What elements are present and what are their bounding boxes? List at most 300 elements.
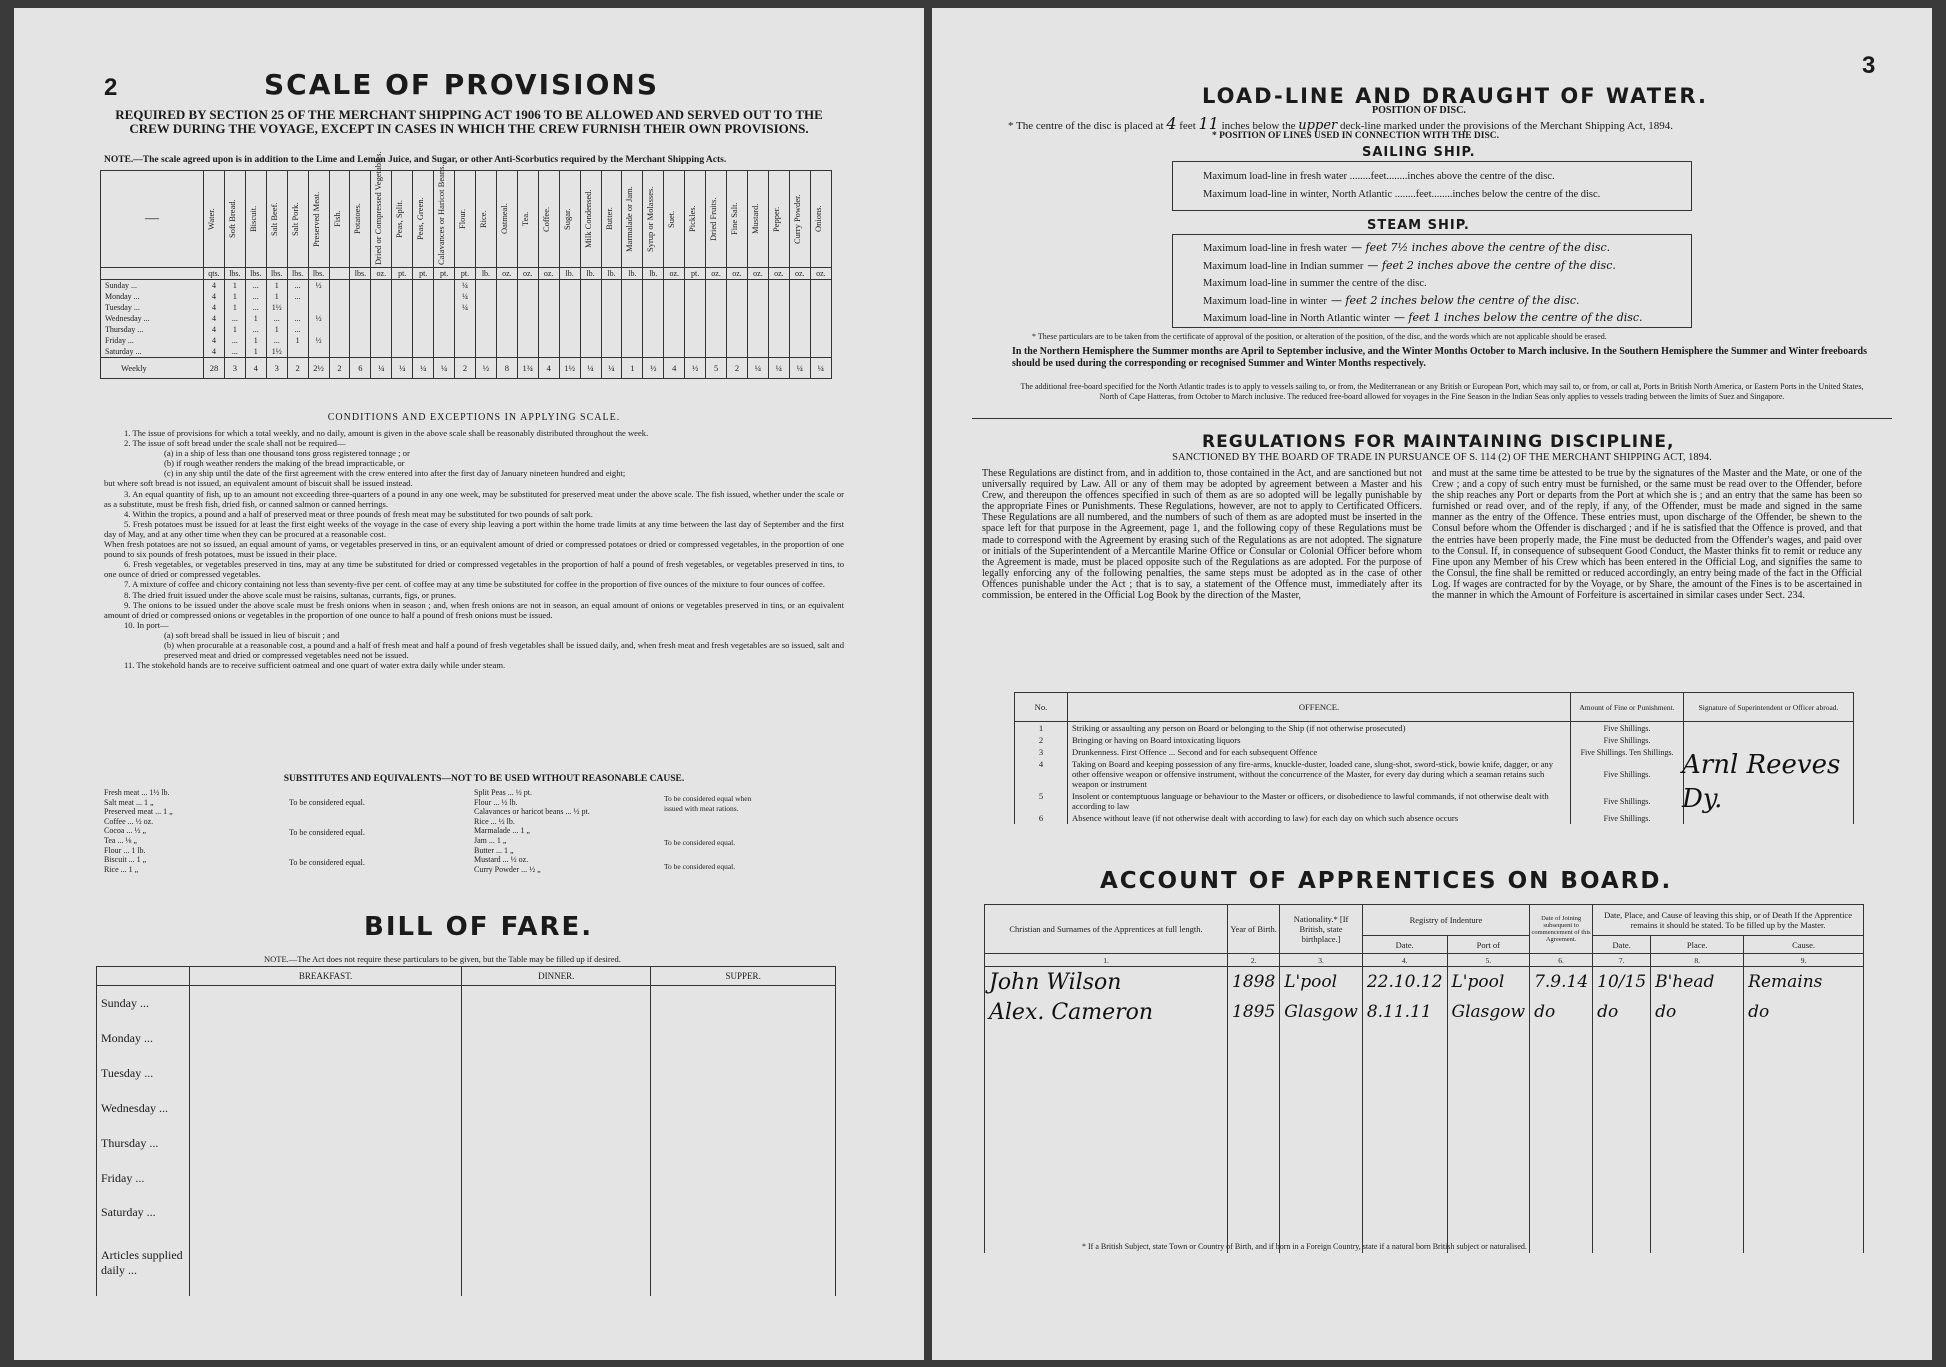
value-cell (643, 313, 664, 324)
bill-cell[interactable] (190, 986, 462, 1022)
bill-cell[interactable] (462, 1021, 651, 1056)
apprentice-cell[interactable] (1362, 1168, 1447, 1196)
value-cell: 4 (204, 280, 225, 292)
bill-row-label: Sunday ... (97, 986, 190, 1022)
provision-column-header: Oatmeal. (496, 171, 517, 268)
unit-cell: lbs. (350, 268, 371, 280)
unit-cell: qts. (204, 268, 225, 280)
substitutes-left (104, 788, 274, 874)
weekly-cell: ¼ (601, 358, 622, 379)
apprentice-cell[interactable] (1447, 1197, 1530, 1225)
value-cell: 1 (266, 280, 287, 292)
apprentice-cell: 10/15 (1593, 967, 1651, 998)
column-number: 7. (1593, 954, 1651, 967)
bill-cell[interactable] (462, 1056, 651, 1091)
apprentice-cell[interactable] (1280, 1112, 1363, 1140)
apprentice-cell[interactable] (1530, 1055, 1593, 1083)
value-cell (706, 302, 727, 313)
apprentices-table: Christian and Surnames of the Apprentices at full length. Year of Birth. Nationality.* [If British, state birthplace.] Registry of Indenture Date of Joining subsequent to commencement of this Agreement. Date, Place, and Cause of leaving this ship, or of Death If the Apprentice remains it should be stated. To be filled up by the Master. Date. Port of Date. Place. Cause. 1. 2. 3. 4. 5. 6. 7. 8. 9. John Wilson 1898 L'pool 22.10.12 L'pool 7.9.14 10/15 B'head Remains Alex. Cameron 1895 Glasgow 8.11.11 Glasgow do do do do (984, 904, 1864, 1253)
value-cell: ... (245, 324, 266, 335)
value-cell (601, 302, 622, 313)
value-cell: ... (245, 302, 266, 313)
value-cell (685, 346, 706, 358)
weekly-cell: 2 (287, 358, 308, 379)
disc-deck: upper (1298, 118, 1338, 133)
weekly-cell: ½ (685, 358, 706, 379)
apprentices-footnote: * If a British Subject, state Town or Country of Birth, and if born in a Foreign Country, state if a natural born British subject or naturalised. (1082, 1242, 1527, 1251)
column-number: 1. (985, 954, 1228, 967)
steam-title: STEAM SHIP. (1367, 218, 1470, 233)
value-cell (601, 324, 622, 335)
unit-cell: lb. (622, 268, 643, 280)
value-cell: ... (224, 346, 245, 358)
value-cell (517, 346, 538, 358)
unit-cell: oz. (747, 268, 768, 280)
value-cell (434, 324, 455, 335)
lines-heading: * POSITION OF LINES USED IN CONNECTION WITH THE DISC. (1212, 131, 1500, 141)
apprentice-cell[interactable] (1593, 1140, 1651, 1168)
value-cell (580, 335, 601, 346)
unit-cell: oz. (371, 268, 392, 280)
value-cell (643, 346, 664, 358)
value-cell (727, 346, 748, 358)
day-label: Tuesday ... (101, 302, 204, 313)
bill-cell[interactable] (651, 1091, 836, 1126)
value-cell (559, 346, 580, 358)
value-cell (329, 302, 350, 313)
apprentice-cell[interactable] (1447, 1168, 1530, 1196)
value-cell (810, 324, 831, 335)
apprentice-cell[interactable] (1651, 1112, 1744, 1140)
provision-column-header: Butter. (601, 171, 622, 268)
weekly-cell: 1¾ (517, 358, 538, 379)
value-cell: 4 (204, 335, 225, 346)
value-cell: 4 (204, 313, 225, 324)
value-cell (287, 346, 308, 358)
weekly-cell: 3 (224, 358, 245, 379)
substitute-item: Preserved meat ... 1 „ (104, 807, 173, 817)
value-cell (475, 280, 496, 292)
value-cell (601, 291, 622, 302)
substitutes-right (474, 788, 654, 874)
value-cell (559, 291, 580, 302)
bill-cell[interactable] (651, 1196, 836, 1231)
table-dash: — (101, 171, 204, 268)
apprentice-cell[interactable] (1530, 1084, 1593, 1112)
apprentice-cell[interactable] (1593, 1112, 1651, 1140)
apprentice-cell[interactable] (1280, 1027, 1363, 1055)
weekly-cell: 8 (496, 358, 517, 379)
apprentice-cell[interactable] (1228, 1140, 1280, 1168)
bill-cell[interactable] (190, 1091, 462, 1126)
regulations-title: REGULATIONS FOR MAINTAINING DISCIPLINE, (1202, 432, 1675, 452)
apprentice-cell[interactable] (1744, 1197, 1864, 1225)
value-cell (747, 346, 768, 358)
provision-column-header: Salt Beef. (266, 171, 287, 268)
value-cell (413, 313, 434, 324)
weekly-cell: 1½ (559, 358, 580, 379)
weekly-cell: ¼ (413, 358, 434, 379)
value-cell: ... (287, 313, 308, 324)
bill-cell[interactable] (651, 1021, 836, 1056)
apprentice-cell[interactable] (1530, 1027, 1593, 1055)
apprentice-cell[interactable] (1228, 1168, 1280, 1196)
value-cell (517, 302, 538, 313)
apprentice-cell: do (1530, 997, 1593, 1027)
apprentice-cell[interactable] (1744, 1027, 1864, 1055)
subs-note: To be considered equal. (664, 838, 736, 847)
unit-cell: oz. (727, 268, 748, 280)
value-cell: ... (266, 313, 287, 324)
value-cell (413, 291, 434, 302)
condition-item: 11. The stokehold hands are to receive sufficient oatmeal and one quart of water extra daily while under steam. (124, 660, 506, 671)
value-cell (810, 280, 831, 292)
value-cell (789, 302, 810, 313)
value-cell (747, 335, 768, 346)
value-cell: ... (287, 324, 308, 335)
substitute-item: Flour ... ½ lb. (474, 797, 518, 807)
bill-cell[interactable] (190, 1056, 462, 1091)
bill-cell[interactable] (651, 1056, 836, 1091)
value-cell (643, 291, 664, 302)
value-cell (768, 302, 789, 313)
value-cell (706, 280, 727, 292)
provision-column-header: Suet. (664, 171, 685, 268)
weekly-cell: ¼ (768, 358, 789, 379)
provision-column-header: Marmalade or Jam. (622, 171, 643, 268)
substitute-item: Rice ... ½ lb. (474, 816, 515, 826)
apprentice-cell[interactable] (1280, 1197, 1363, 1225)
value-cell (810, 302, 831, 313)
bill-cell[interactable] (651, 1230, 836, 1296)
apprentice-cell: do (1651, 997, 1744, 1027)
value-cell (664, 302, 685, 313)
value-cell (747, 280, 768, 292)
apprentice-cell[interactable] (985, 1112, 1228, 1140)
apprentice-cell[interactable] (1651, 1197, 1744, 1225)
value-cell: 1 (245, 346, 266, 358)
apprentice-cell[interactable] (1593, 1027, 1651, 1055)
apprentice-cell[interactable] (1447, 1112, 1530, 1140)
apprentice-cell[interactable] (985, 1197, 1228, 1225)
conditions-title: CONDITIONS AND EXCEPTIONS IN APPLYING SCALE. (327, 412, 621, 423)
value-cell (392, 346, 413, 358)
value-cell (434, 313, 455, 324)
bill-cell[interactable] (190, 1196, 462, 1231)
apprentice-cell[interactable] (1228, 1112, 1280, 1140)
provision-column-header: Tea. (517, 171, 538, 268)
apprentice-cell[interactable] (1280, 1055, 1363, 1083)
superintendent-signature: Arnl Reeves Dy. (1682, 750, 1841, 814)
apprentice-cell: Remains (1744, 967, 1864, 998)
apprentice-cell[interactable] (985, 1168, 1228, 1196)
value-cell: 4 (204, 346, 225, 358)
steam-line: Maximum load-line in summer the centre of the disc. (1203, 278, 1427, 289)
steam-footnote: * These particulars are to be taken from the certificate of approval of the position, or alteration of the position, of the disc, and the words which are not applicable should be erased. (1032, 332, 1607, 341)
table-row (985, 1140, 1864, 1168)
bill-cell[interactable] (190, 1161, 462, 1196)
condition-item: 5. Fresh potatoes must be issued for at least the first eight weeks of the voyage in the case of every ship leaving a port within the home trade limits at any time between the last day of September and the first day of May, and at any other time when they can be procured at a reasonable cost. (104, 518, 844, 539)
value-cell (287, 302, 308, 313)
unit-cell: oz. (538, 268, 559, 280)
value-cell (685, 335, 706, 346)
unit-cell (329, 268, 350, 280)
bill-row-label: Friday ... (97, 1161, 190, 1196)
value-cell (622, 313, 643, 324)
table-row (97, 986, 836, 1022)
provision-column-header: Dried Fruits. (706, 171, 727, 268)
value-cell (727, 291, 748, 302)
apprentice-cell[interactable] (1530, 1140, 1593, 1168)
bill-cell[interactable] (462, 986, 651, 1022)
provision-column-header: Coffee. (538, 171, 559, 268)
steam-box (1172, 234, 1692, 328)
apprentice-cell[interactable] (1593, 1168, 1651, 1196)
value-cell (727, 280, 748, 292)
value-cell: 1 (245, 313, 266, 324)
unit-cell: lb. (580, 268, 601, 280)
provision-column-header: Pickles. (685, 171, 706, 268)
apprentice-cell[interactable] (1447, 1027, 1530, 1055)
column-number: 2. (1228, 954, 1280, 967)
apprentice-cell[interactable] (1744, 1084, 1864, 1112)
table-row (97, 1091, 836, 1126)
signature-cell (1684, 734, 1854, 746)
value-cell (664, 280, 685, 292)
apprentice-cell[interactable] (1530, 1197, 1593, 1225)
offence-text: Taking on Board and keeping possession of any fire-arms, knuckle-duster, loaded cane, slung-shot, sword-stick, bowie knife, dagger, or any other offensive weapon or offensive instrument, without the concurrence of the Master, for every day during which a seaman retains such weapon or instrument (1068, 758, 1571, 790)
value-cell (538, 346, 559, 358)
apprentice-cell[interactable] (1744, 1168, 1864, 1196)
weekly-cell: ¼ (371, 358, 392, 379)
offence-fine: Five Shillings. Ten Shillings. (1571, 746, 1684, 758)
substitute-item: Marmalade ... 1 „ (474, 826, 530, 836)
value-cell: 1 (266, 324, 287, 335)
table-row (985, 1084, 1864, 1112)
bill-cell[interactable] (462, 1161, 651, 1196)
value-cell (350, 291, 371, 302)
apprentice-cell[interactable] (1530, 1112, 1593, 1140)
value-cell (685, 324, 706, 335)
table-row (101, 280, 832, 292)
scale-note: NOTE.—The scale agreed upon is in addition to the Lime and Lemon Juice, and Sugar, or other Anti-Scorbutics required by the Merchant Shipping Acts. (104, 155, 727, 165)
apprentice-cell[interactable] (1362, 1197, 1447, 1225)
apprentice-cell[interactable] (1228, 1027, 1280, 1055)
value-cell (371, 324, 392, 335)
bill-cell[interactable] (462, 1230, 651, 1296)
apprentice-cell[interactable] (1280, 1140, 1363, 1168)
offence-no: 4 (1015, 758, 1068, 790)
condition-item: 6. Fresh vegetables, or vegetables preserved in tins, may at any time be substituted for dried or compressed vegetables in the proportion of half a pound of fresh vegetables, or vegetables preserved in tins, to one ounce of dried or compressed vegetables. (104, 559, 844, 580)
value-cell (664, 324, 685, 335)
table-row (985, 1027, 1864, 1055)
apprentice-cell[interactable] (1280, 1168, 1363, 1196)
value-cell (580, 280, 601, 292)
provision-column-header: Fine Salt. (727, 171, 748, 268)
apprentice-cell[interactable] (1280, 1084, 1363, 1112)
apprentice-cell: do (1593, 997, 1651, 1027)
substitute-item: Cocoa ... ½ „ (104, 826, 146, 836)
weekly-cell: 2 (329, 358, 350, 379)
provision-column-header: Mustard. (747, 171, 768, 268)
apprentice-cell[interactable] (1744, 1140, 1864, 1168)
value-cell: 1 (266, 291, 287, 302)
value-cell (538, 291, 559, 302)
provision-column-header: Flour. (455, 171, 476, 268)
condition-item: (b) when procurable at a reasonable cost, a pound and a half of fresh meat and half a pound of fresh vegetables shall be issued daily, and, when fresh meat and fresh vegetables are so issued, salt and preserved meat and dried or compressed vegetables need not be issued. (164, 639, 844, 661)
bill-column-header: DINNER. (462, 967, 651, 986)
value-cell (622, 291, 643, 302)
condition-item: but where soft bread is not issued, an equivalent amount of biscuit shall be issued instead. (104, 478, 413, 489)
value-cell (496, 313, 517, 324)
value-cell (747, 291, 768, 302)
apprentice-cell[interactable] (1447, 1055, 1530, 1083)
hemisphere-note: In the Northern Hemisphere the Summer months are April to September inclusive, and the Winter Months October to March inclusive. In the Southern Hemisphere the Summer and Winter freeboards should be used during the corresponding or recognised Summer and Winter Months respectively. (1012, 346, 1867, 369)
apprentice-cell[interactable] (1362, 1140, 1447, 1168)
value-cell (413, 324, 434, 335)
provision-column-header: Syrup or Molasses. (643, 171, 664, 268)
value-cell: 1½ (266, 346, 287, 358)
disc-heading: POSITION OF DISC. (1372, 105, 1466, 116)
value-cell (706, 335, 727, 346)
bill-cell[interactable] (462, 1126, 651, 1161)
weekly-cell: 2 (455, 358, 476, 379)
apprentice-cell[interactable] (1362, 1055, 1447, 1083)
value-cell (392, 302, 413, 313)
value-cell: ½ (308, 335, 329, 346)
day-label: Saturday ... (101, 346, 204, 358)
apprentice-cell[interactable] (1744, 1055, 1864, 1083)
provision-column-header: Calavances or Haricot Beans. (434, 171, 455, 268)
value-cell: 1 (287, 335, 308, 346)
apprentice-cell[interactable] (1593, 1055, 1651, 1083)
apprentice-cell[interactable] (985, 1140, 1228, 1168)
apprentice-cell[interactable] (1447, 1084, 1530, 1112)
apprentice-cell[interactable] (1593, 1197, 1651, 1225)
apprentice-cell: L'pool (1447, 967, 1530, 998)
value-cell (559, 313, 580, 324)
apprentice-cell: 1895 (1228, 997, 1280, 1027)
apprentice-cell: B'head (1651, 967, 1744, 998)
value-cell (392, 335, 413, 346)
apprentice-cell[interactable] (1651, 1055, 1744, 1083)
value-cell: ... (266, 335, 287, 346)
day-label: Monday ... (101, 291, 204, 302)
apprentice-cell: 7.9.14 (1530, 967, 1593, 998)
bill-cell[interactable] (651, 1126, 836, 1161)
bill-cell[interactable] (190, 1126, 462, 1161)
provision-column-header: Sugar. (559, 171, 580, 268)
table-row (985, 997, 1864, 1027)
bill-cell[interactable] (651, 1161, 836, 1196)
page-title: SCALE OF PROVISIONS (264, 68, 659, 101)
apprentice-cell[interactable] (985, 1084, 1228, 1112)
value-cell (392, 280, 413, 292)
offence-text: Bringing or having on Board intoxicating liquors (1068, 734, 1571, 746)
apprentice-cell[interactable] (985, 1027, 1228, 1055)
substitute-item: Butter ... 1 „ (474, 845, 514, 855)
value-cell (810, 291, 831, 302)
bill-cell[interactable] (190, 1230, 462, 1296)
value-cell (664, 313, 685, 324)
value-cell (789, 324, 810, 335)
bill-note: NOTE.—The Act does not require these particulars to be given, but the Table may be filled up if desired. (264, 954, 621, 964)
table-row (101, 313, 832, 324)
value-cell (496, 280, 517, 292)
right-page (932, 8, 1932, 1360)
apprentice-cell[interactable] (1447, 1140, 1530, 1168)
apprentice-cell[interactable] (1651, 1168, 1744, 1196)
value-cell (329, 346, 350, 358)
column-number: 5. (1447, 954, 1530, 967)
value-cell: 1 (224, 324, 245, 335)
condition-item: 7. A mixture of coffee and chicory containing not less than seventy-five per cent. of coffee may at any time be substituted for coffee in the proportion of five ounces of the mixture to four ounces of coffee. (124, 579, 825, 590)
table-row (985, 1055, 1864, 1083)
value-cell (789, 313, 810, 324)
value-cell (706, 313, 727, 324)
regulations-subtitle: SANCTIONED BY THE BOARD OF TRADE IN PURSUANCE OF S. 114 (2) OF THE MERCHANT SHIPPING ACT, 1894. (1172, 452, 1712, 463)
value-cell (601, 335, 622, 346)
apprentice-cell: L'pool (1280, 967, 1363, 998)
column-number: 9. (1744, 954, 1864, 967)
column-number: 3. (1280, 954, 1363, 967)
weekly-cell: 1 (622, 358, 643, 379)
substitute-item: Flour ... 1 lb. (104, 845, 146, 855)
day-label: Thursday ... (101, 324, 204, 335)
apprentice-cell[interactable] (1651, 1084, 1744, 1112)
apprentice-cell[interactable] (1362, 1027, 1447, 1055)
substitute-item: Biscuit ... 1 „ (104, 855, 147, 865)
apprentice-cell[interactable] (1530, 1168, 1593, 1196)
value-cell: 1 (245, 335, 266, 346)
value-cell (727, 324, 748, 335)
apprentice-cell[interactable] (1228, 1197, 1280, 1225)
value-cell (706, 324, 727, 335)
value-cell (350, 313, 371, 324)
bill-cell[interactable] (651, 986, 836, 1022)
bill-cell[interactable] (190, 1021, 462, 1056)
value-cell (371, 302, 392, 313)
provision-column-header: Salt Pork. (287, 171, 308, 268)
substitute-item: Curry Powder ... ½ „ (474, 864, 541, 874)
table-row (1015, 722, 1854, 735)
provision-column-header: Curry Powder. (789, 171, 810, 268)
apprentice-cell[interactable] (1593, 1084, 1651, 1112)
apprentice-cell[interactable] (1228, 1055, 1280, 1083)
offence-no: 6 (1015, 812, 1068, 824)
unit-cell: pt. (392, 268, 413, 280)
apprentice-cell[interactable] (1651, 1027, 1744, 1055)
value-cell (517, 335, 538, 346)
apprentice-cell[interactable] (1744, 1112, 1864, 1140)
bill-cell[interactable] (462, 1091, 651, 1126)
apprentice-cell[interactable] (1362, 1112, 1447, 1140)
value-cell (768, 313, 789, 324)
apprentice-cell[interactable] (1651, 1140, 1744, 1168)
bill-cell[interactable] (462, 1196, 651, 1231)
apprentice-cell[interactable] (1228, 1084, 1280, 1112)
subs-note: To be considered equal. (289, 858, 365, 867)
apprentice-cell[interactable] (985, 1055, 1228, 1083)
value-cell (768, 346, 789, 358)
weekly-cell: ¼ (810, 358, 831, 379)
provision-column-header: Potatoes. (350, 171, 371, 268)
value-cell (475, 335, 496, 346)
apprentice-cell[interactable] (1362, 1084, 1447, 1112)
value-cell (789, 346, 810, 358)
value-cell: 4 (204, 291, 225, 302)
page-number: 2 (104, 74, 118, 101)
